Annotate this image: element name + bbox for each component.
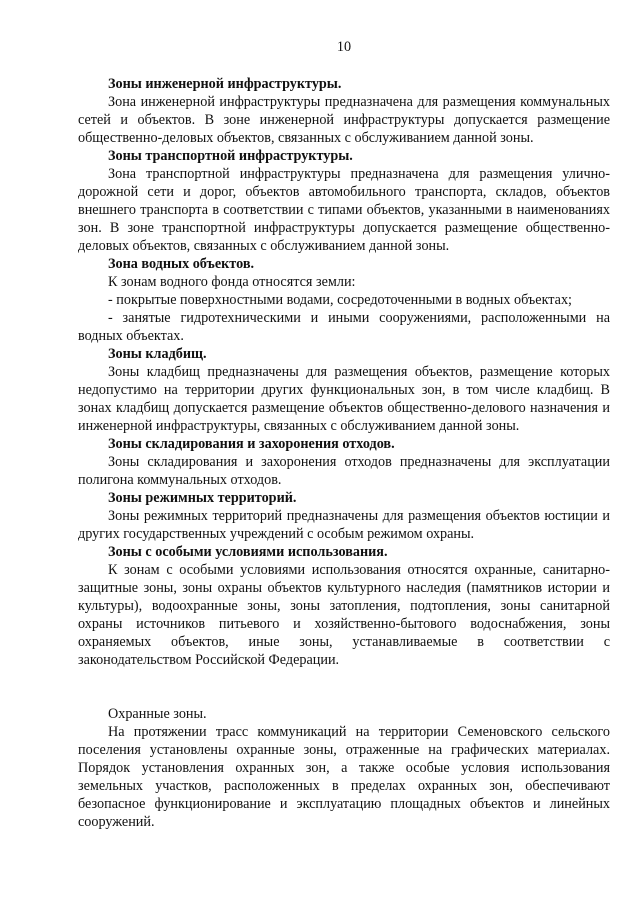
paragraph: К зонам водного фонда относятся земли: (108, 274, 356, 290)
paragraph: Зоны кладбищ предназначены для размещения объектов, размещение которых недопустимо на территории других функциональных зон, в том числе кладбищ. В зонах кладбищ допускается размещение объектов общественно-делового назначения и инженерной инфраструктуры, связанных с обслуживанием данной зоны. (78, 364, 610, 434)
paragraph: Зона инженерной инфраструктуры предназначена для размещения коммунальных сетей и объектов. В зоне инженерной инфраструктуры допускается размещение общественно-деловых объектов, связанных с обслуживанием данной зоны. (78, 94, 610, 146)
paragraph: Зоны складирования и захоронения отходов предназначены для эксплуатации полигона коммунальных отходов. (78, 454, 610, 488)
page-number: 10 (336, 39, 352, 55)
paragraph: Зона транспортной инфраструктуры предназначена для размещения улично-дорожной сети и дорог, объектов автомобильного транспорта, складов, объектов внешнего транспорта в соответствии с типами объектов, указанными в наименованиях зон. В зоне транспортной инфраструктуры допускается размещение общественно-деловых объектов, связанных с обслуживанием данной зоны. (78, 166, 610, 254)
spacer (78, 669, 610, 705)
paragraph: - занятые гидротехническими и иными сооружениями, расположенными на водных объектах. (78, 310, 610, 344)
document-page (78, 0, 610, 831)
section-heading: Зоны кладбищ. (108, 346, 207, 362)
document-body (78, 75, 610, 831)
paragraph: К зонам с особыми условиями использования относятся охранные, санитарно-защитные зоны, зоны охраны объектов культурного наследия (памятников истории и культуры), водоохранные зоны, зоны затопления, подтопления, зоны санитарной охраны источников питьевого и хозяйственно-бытового водоснабжения, зоны охраняемых объектов, иные зоны, устанавливаемые в соответствии с законодательством Российской Федерации. (78, 562, 610, 668)
section-heading: Зоны с особыми условиями использования. (108, 544, 388, 560)
section-heading: Зоны режимных территорий. (108, 490, 297, 506)
paragraph: - покрытые поверхностными водами, сосредоточенными в водных объектах; (108, 292, 572, 308)
paragraph: Зоны режимных территорий предназначены для размещения объектов юстиции и других государственных учреждений с особым режимом охраны. (78, 508, 610, 542)
section-heading: Зоны инженерной инфраструктуры. (108, 76, 342, 92)
paragraph: Охранные зоны. (108, 706, 207, 722)
section-heading: Зона водных объектов. (108, 256, 255, 272)
section-heading: Зоны транспортной инфраструктуры. (108, 148, 353, 164)
paragraph: На протяжении трасс коммуникаций на территории Семеновского сельского поселения установлены охранные зоны, отраженные на графических материалах. Порядок установления охранных зон, а также особые условия использования земельных участков, расположенных в пределах охранных зон, обеспечивают безопасное функционирование и эксплуатацию площадных объектов и линейных сооружений. (78, 724, 610, 830)
section-heading: Зоны складирования и захоронения отходов. (108, 436, 395, 452)
